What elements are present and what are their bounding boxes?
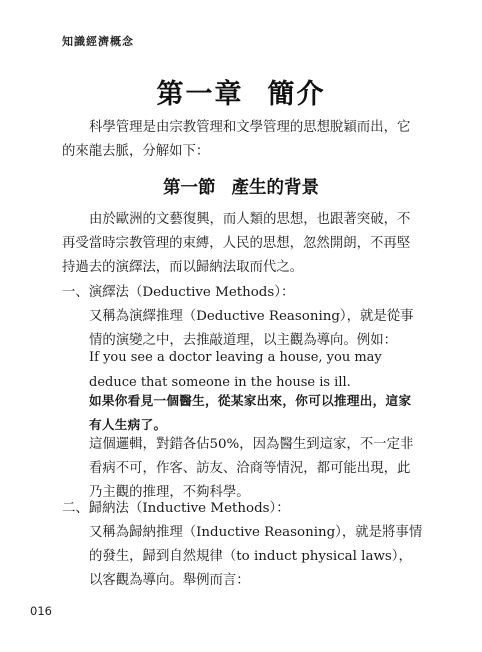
chapter-name: 簡介: [267, 79, 326, 110]
induction-definition: 又稱為歸納推理（Inductive Reasoning），就是將事情的發生，歸到自然規律（to induct physical laws），以客觀為導向。舉例而言：: [89, 525, 423, 588]
intro-paragraph: 科學管理是由宗教管理和文學管理的思想脫穎而出，它的來龍去脈，分解如下：: [62, 120, 411, 159]
background-paragraph: 由於歐洲的文藝復興，而人類的思想，也跟著突破，不再受當時宗教管理的束縛，人民的思想，忽然開朗，不再堅持過去的演繹法，而以歸納法取而代之。: [62, 212, 411, 275]
section-title: [0, 174, 482, 199]
page-number: 016: [30, 604, 52, 618]
deduction-comment: 這個邏輯，對錯各佔50%，因為醫生到這家，不一定非看病不可，作客、訪友、洽商等情況，都可能出現，此乃主觀的推理，不夠科學。: [89, 437, 414, 500]
deduction-definition: 又稱為演繹推理（Deductive Reasoning），就是從事情的演變之中，去推敲道理，以主觀為導向。例如：: [89, 309, 414, 348]
section-label: 第一節: [163, 178, 216, 198]
deduction-example-chinese: 如果你看見一個醫生，從某家出來，你可以推理出，這家有人生病了。: [89, 393, 412, 432]
chapter-title: [0, 72, 482, 111]
chapter-label: 第一章: [156, 79, 244, 110]
induction-heading: 二、歸納法（Inductive Methods）：: [62, 501, 290, 516]
running-header: 知識經濟概念: [62, 35, 134, 48]
deduction-heading: 一、演繹法（Deductive Methods）：: [62, 285, 295, 300]
section-name: 產生的背景: [231, 178, 319, 198]
deduction-example-english: If you see a doctor leaving a house, you may deduce that someone in the house is ill.: [89, 350, 382, 390]
